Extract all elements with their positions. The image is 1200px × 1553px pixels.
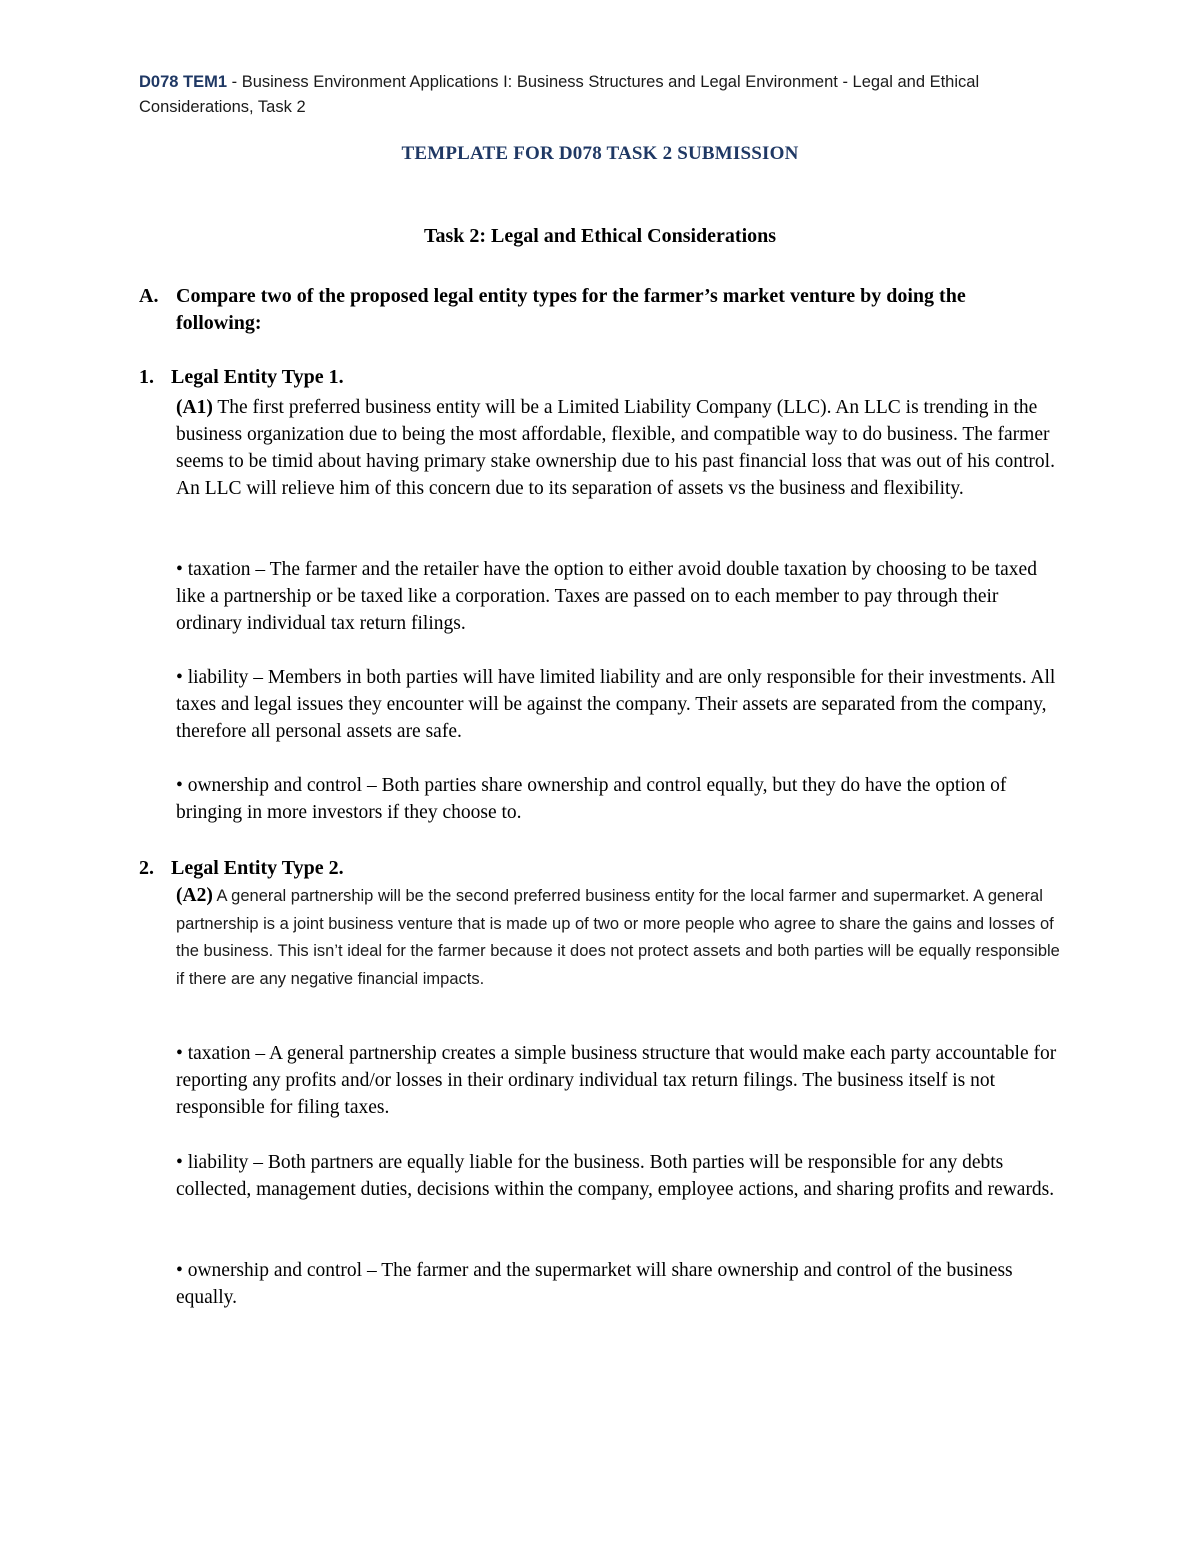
- entity-1-taxation: • taxation – The farmer and the retailer have the option to either avoid double taxation by choosing to be taxed like a partnership or be taxed like a corporation. Taxes are passed on to each member to pay through their ordinary individual tax return filings.: [176, 559, 1037, 634]
- task-title: Task 2: Legal and Ethical Considerations: [423, 225, 777, 247]
- entity-2-ownership: • ownership and control – The farmer and the supermarket will share ownership and control of the business equally.: [176, 1260, 1013, 1308]
- entity-1-title: Legal Entity Type 1.: [171, 366, 344, 388]
- entity-1-ownership: • ownership and control – Both parties share ownership and control equally, but they do have the option of bringing in more investors if they choose to.: [176, 775, 1007, 823]
- page-header: [139, 70, 1059, 120]
- entity-2-taxation: • taxation – A general partnership creates a simple business structure that would make each party accountable for reporting any profits and/or losses in their ordinary individual tax return filings. The business itself is not responsible for filing taxes.: [176, 1043, 1057, 1118]
- entity-1-heading: [139, 364, 344, 391]
- entity-2-intro-text: A general partnership will be the second preferred business entity for the local farmer and supermarket. A general partnership is a joint business venture that is made up of two or more people who agree to share the gains and losses of the business. This isn’t ideal for the farmer because it does not protect assets and both parties will be equally responsible if there are any negative financial impacts.: [176, 887, 1060, 988]
- entity-2-tag: (A2): [176, 885, 213, 906]
- entity-2-title: Legal Entity Type 2.: [171, 857, 344, 879]
- entity-1-intro-text: The first preferred business entity will be a Limited Liability Company (LLC). An LLC is trending in the business organization due to being the most affordable, flexible, and compatible way to do business. The farmer seems to be timid about having primary stake ownership due to his past financial loss that was out of his control. An LLC will relieve him of this concern due to its separation of assets vs the business and flexibility.: [176, 397, 1055, 499]
- template-title: TEMPLATE FOR D078 TASK 2 SUBMISSION: [401, 143, 799, 164]
- header-text: - Business Environment Applications I: Business Structures and Legal Environment - Legal and Ethical Considerations, Task 2: [139, 73, 980, 116]
- course-code: D078 TEM1: [139, 73, 228, 91]
- entity-1-tag: (A1): [176, 397, 213, 418]
- entity-2-intro: [176, 882, 1066, 992]
- entity-1-number: 1.: [139, 366, 154, 388]
- section-a-letter: A.: [139, 285, 159, 307]
- entity-2-number: 2.: [139, 857, 154, 879]
- entity-1-liability: • liability – Members in both parties will have limited liability and are only responsible for their investments. All taxes and legal issues they encounter will be against the company. Their assets are separated from the company, therefore all personal assets are safe.: [176, 667, 1056, 742]
- section-a-text: Compare two of the proposed legal entity types for the farmer’s market venture by doing the following:: [176, 285, 966, 334]
- entity-2-liability: • liability – Both partners are equally liable for the business. Both parties will be responsible for any debts collected, management duties, decisions within the company, employee actions, and sharing profits and rewards.: [176, 1152, 1055, 1200]
- entity-2-heading: [139, 855, 344, 882]
- entity-1-intro: [176, 394, 1066, 502]
